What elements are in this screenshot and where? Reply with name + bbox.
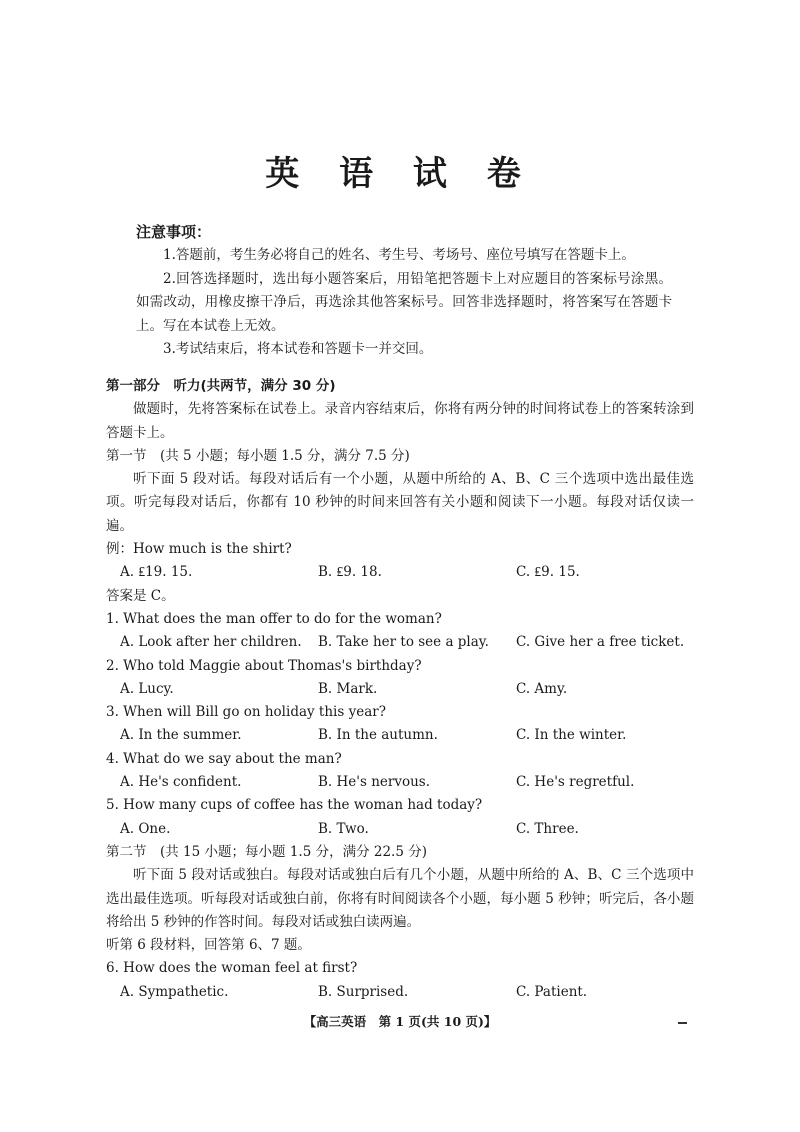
option-a: A. Lucy. <box>120 680 174 697</box>
page-footer: 【高三英语 第 1 页(共 10 页)】 <box>303 1014 497 1029</box>
option-a: A. ₤19. 15. <box>120 564 193 581</box>
option-c: C. He's regretful. <box>516 774 635 791</box>
main-content <box>106 375 694 1004</box>
notice-item: 3.考试结束后，将本试卷和答题卡一并交回。 <box>163 341 433 357</box>
section1-intro: 听下面 5 段对话。每段对话后有一个小题，从题中所给的 A、B、C 三个选项中选出最佳选项。听完每段对话后，你都有 10 秒钟的时间来回答有关小题和阅读下一小题。每段对话仅读一遍。 <box>106 471 694 534</box>
option-a: A. He's confident. <box>120 774 242 791</box>
page-mark <box>678 1022 687 1024</box>
notice-body <box>136 244 672 362</box>
question-options <box>106 678 694 701</box>
option-a: A. In the summer. <box>120 727 242 744</box>
option-b: B. ₤9. 18. <box>318 564 382 581</box>
option-b: B. In the autumn. <box>318 727 438 744</box>
exam-title: 英 语 试 卷 <box>265 154 535 194</box>
question: 3. When will Bill go on holiday this year? <box>106 704 386 721</box>
notice-heading: 注意事项： <box>136 223 212 241</box>
material-instruction: 听第 6 段材料，回答第 6、7 题。 <box>106 937 311 954</box>
question: 2. Who told Maggie about Thomas's birthday? <box>106 657 422 674</box>
option-c: C. In the winter. <box>516 727 627 744</box>
option-a: A. One. <box>120 820 171 837</box>
option-c: C. ₤9. 15. <box>516 564 580 581</box>
question: 5. How many cups of coffee has the woman had today? <box>106 797 483 814</box>
option-c: C. Patient. <box>516 983 588 1000</box>
section2-intro: 听下面 5 段对话或独白。每段对话或独白后有几个小题，从题中所给的 A、B、C 三个选项中选出最佳选项。听每段对话或独白前，你将有时间阅读各个小题，每小题 5 秒钟；听完后，各小题将给出 5 秒钟的作答时间。每段对话或独白读两遍。 <box>106 867 694 930</box>
question-options <box>106 771 694 794</box>
section2-heading: 第二节 (共 15 小题；每小题 1.5 分，满分 22.5 分) <box>106 843 427 860</box>
part1-intro: 做题时，先将答案标在试卷上。录音内容结束后，你将有两分钟的时间将试卷上的答案转涂到答题卡上。 <box>106 401 694 441</box>
option-c: C. Amy. <box>516 680 568 697</box>
question-options <box>106 818 694 841</box>
question: 4. What do we say about the man? <box>106 750 342 767</box>
option-c: C. Give her a free ticket. <box>516 634 685 651</box>
example-options <box>106 561 694 584</box>
example-question: 例：How much is the shirt? <box>106 541 292 558</box>
option-b: B. Take her to see a play. <box>318 634 489 651</box>
option-a: A. Look after her children. <box>120 634 302 651</box>
question-options <box>106 724 694 747</box>
option-b: B. Surprised. <box>318 983 409 1000</box>
question-options <box>106 631 694 654</box>
part1-heading: 第一部分 听力(共两节，满分 30 分) <box>106 378 336 394</box>
option-b: B. Mark. <box>318 680 378 697</box>
section1-heading: 第一节 (共 5 小题；每小题 1.5 分，满分 7.5 分) <box>106 447 410 464</box>
question: 1. What does the man offer to do for the woman? <box>106 610 442 627</box>
question-options <box>106 981 694 1004</box>
option-b: B. He's nervous. <box>318 774 431 791</box>
question: 6. How does the woman feel at first? <box>106 960 358 977</box>
notice-item: 1.答题前，考生务必将自己的姓名、考生号、考场号、座位号填写在答题卡上。 <box>163 247 635 263</box>
example-answer: 答案是 C。 <box>106 587 175 604</box>
option-b: B. Two. <box>318 820 369 837</box>
option-a: A. Sympathetic. <box>120 983 229 1000</box>
notice-item: 2.回答选择题时，选出每小题答案后，用铅笔把答题卡上对应题目的答案标号涂黑。如需改动，用橡皮擦干净后，再选涂其他答案标号。回答非选择题时，将答案写在答题卡上。写在本试卷上无效。 <box>136 270 672 334</box>
option-c: C. Three. <box>516 820 579 837</box>
